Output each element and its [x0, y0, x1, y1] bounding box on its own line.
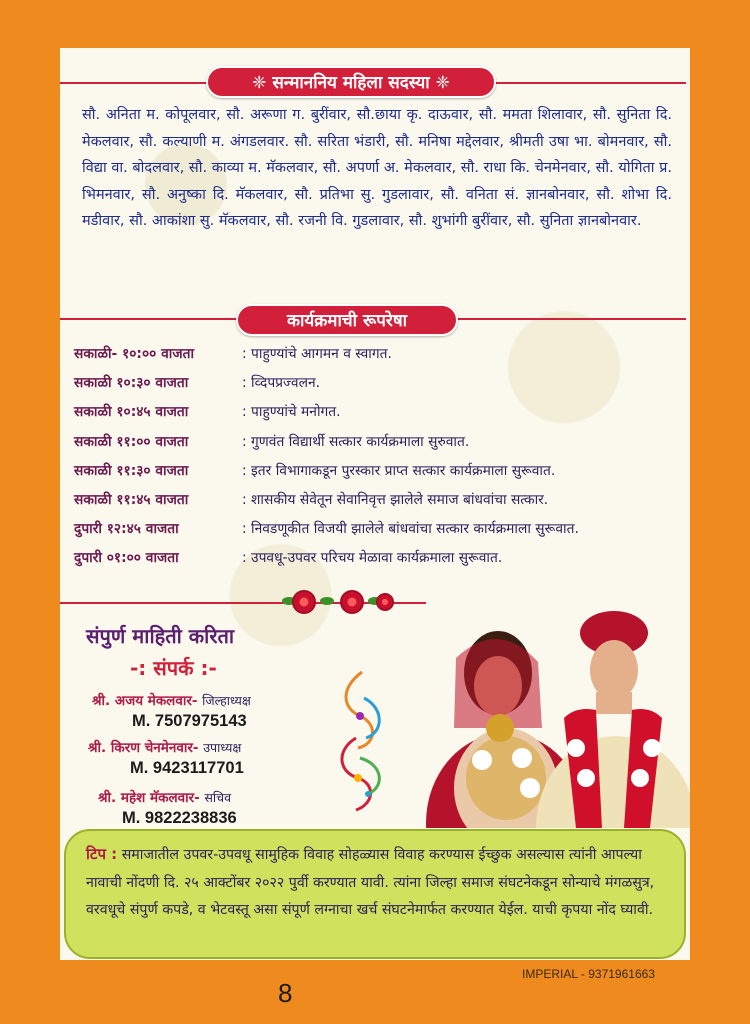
- contact-name: श्री. किरण चेनमेनवार-: [88, 740, 199, 756]
- schedule-row: [74, 486, 684, 515]
- schedule-desc: : उपवधू-उपवर परिचय मेळावा कार्यक्रमाला सुरूवात.: [242, 550, 503, 567]
- printer-imprint: IMPERIAL - 9371961663: [522, 967, 655, 981]
- schedule-row: [74, 457, 684, 486]
- decorative-swirl-icon: [330, 668, 394, 818]
- members-heading: ❈ सन्माननिय महिला सदस्या ❈: [206, 66, 496, 98]
- schedule-row: [74, 340, 684, 369]
- page-number: 8: [278, 978, 293, 1008]
- schedule-row: [74, 369, 684, 398]
- contact-role: जिल्हाध्यक्ष: [202, 693, 251, 708]
- contact-person-1: [92, 691, 251, 709]
- schedule-desc: : इतर विभागाकडून पुरस्कार प्राप्त सत्कार कार्यक्रमाला सुरूवात.: [242, 462, 556, 479]
- schedule-time: सकाळी ११:३० वाजता: [74, 462, 189, 479]
- wedding-couple-photo: [426, 588, 690, 828]
- contact-name: श्री. महेश मॅकलवार-: [98, 790, 200, 806]
- schedule-time: सकाळी ११:४५ वाजता: [74, 491, 189, 508]
- contact-phone: M. 9423117701: [130, 759, 244, 777]
- program-schedule: [74, 340, 684, 574]
- schedule-desc: : शासकीय सेवेतून सेवानिवृत्त झालेले समाज बांधवांचा सत्कार.: [242, 491, 549, 508]
- schedule-row: [74, 544, 684, 573]
- contact-heading: संपुर्ण माहिती करिता: [86, 624, 235, 648]
- note-label: टिप :: [86, 845, 118, 863]
- rose-ornament-icon: [282, 582, 402, 622]
- schedule-row: [74, 515, 684, 544]
- program-heading: कार्यक्रमाची रूपरेषा: [236, 304, 458, 336]
- schedule-time: सकाळी- १०:०० वाजता: [74, 346, 195, 362]
- schedule-time: सकाळी १०:३० वाजता: [74, 375, 189, 392]
- schedule-desc: : पाहुण्यांचे मनोगत.: [242, 404, 341, 421]
- contact-person-3: [98, 788, 231, 806]
- contact-person-2: [88, 738, 241, 756]
- members-list: सौ. अनिता म. कोपूलवार, सौ. अरूणा ग. बुरींवार, सौ.छाया कृ. दाऊवार, सौ. ममता शिलावार, सौ. सुनिता दि. मेकलवार, सौ. कल्याणी म. अंगडलवार. सौ. सरिता भंडारी, सौ. मनिषा मद्देलवार, श्रीमती उषा भा. बोमनवार, सौ. विद्या वा. बोदलवार, सौ. काव्या म. मॅकलवार, सौ. अपर्णा अ. मेकलवार, सौ. राधा कि. चेनमेनवार, सौ. योगिता प्र. भिमनवार, सौ. अनुष्का दि. मॅकलवार, सौ. प्रतिभा सु. गुडलावार, सौ. वनिता सं. ज्ञानबोनवार, सौ. शोभा दि. मडीवार, सौ. आकांशा सु. मॅकलवार, सौ. रजनी वि. गुडलावार, सौ. शुभांगी बुरींवार, सौ. सुनिता ज्ञानबोनवार.: [82, 107, 672, 229]
- contact-role: सचिव: [204, 790, 232, 805]
- schedule-time: सकाळी १०:४५ वाजता: [74, 404, 189, 421]
- contact-subheading: -: संपर्क :-: [130, 656, 217, 680]
- contact-phone: M. 7507975143: [132, 712, 247, 730]
- schedule-time: दुपारी ०१:०० वाजता: [74, 550, 179, 567]
- invitation-page: [60, 48, 690, 960]
- schedule-row: [74, 428, 684, 457]
- contact-phone: M. 9822238836: [122, 809, 237, 827]
- schedule-desc: : गुणवंत विद्यार्थी सत्कार कार्यक्रमाला सुरुवात.: [242, 433, 470, 450]
- contact-name: श्री. अजय मेकलवार-: [92, 693, 198, 709]
- schedule-desc: : निवडणूकीत विजयी झालेले बांधवांचा सत्कार कार्यक्रमाला सुरूवात.: [242, 521, 579, 538]
- schedule-row: [74, 398, 684, 427]
- note-box: [64, 829, 686, 959]
- note-text: समाजातील उपवर-उपवधू सामुहिक विवाह सोहळ्यास विवाह करण्यास ईच्छुक असल्यास त्यांनी आपल्या नावाची नोंदणी दि. २५ आक्टोंबर २०२२ पुर्वी करण्यात यावी. त्यांना जिल्हा समाज संघटनेकडून सोन्याचे मंगळसुत्र, वरवधूचे संपुर्ण कपडे, व भेटवस्तू असा संपूर्ण लग्नाचा खर्च संघटनेमार्फत करण्यात येईल. याची कृपया नोंद घ्यावी.: [86, 847, 655, 918]
- schedule-desc: : व्दिपप्रज्वलन.: [242, 375, 320, 392]
- schedule-time: दुपारी १२:४५ वाजता: [74, 521, 179, 538]
- schedule-desc: : पाहुण्यांचे आगमन व स्वागत.: [242, 346, 392, 362]
- schedule-time: सकाळी ११:०० वाजता: [74, 433, 189, 450]
- contact-role: उपाध्यक्ष: [203, 740, 242, 755]
